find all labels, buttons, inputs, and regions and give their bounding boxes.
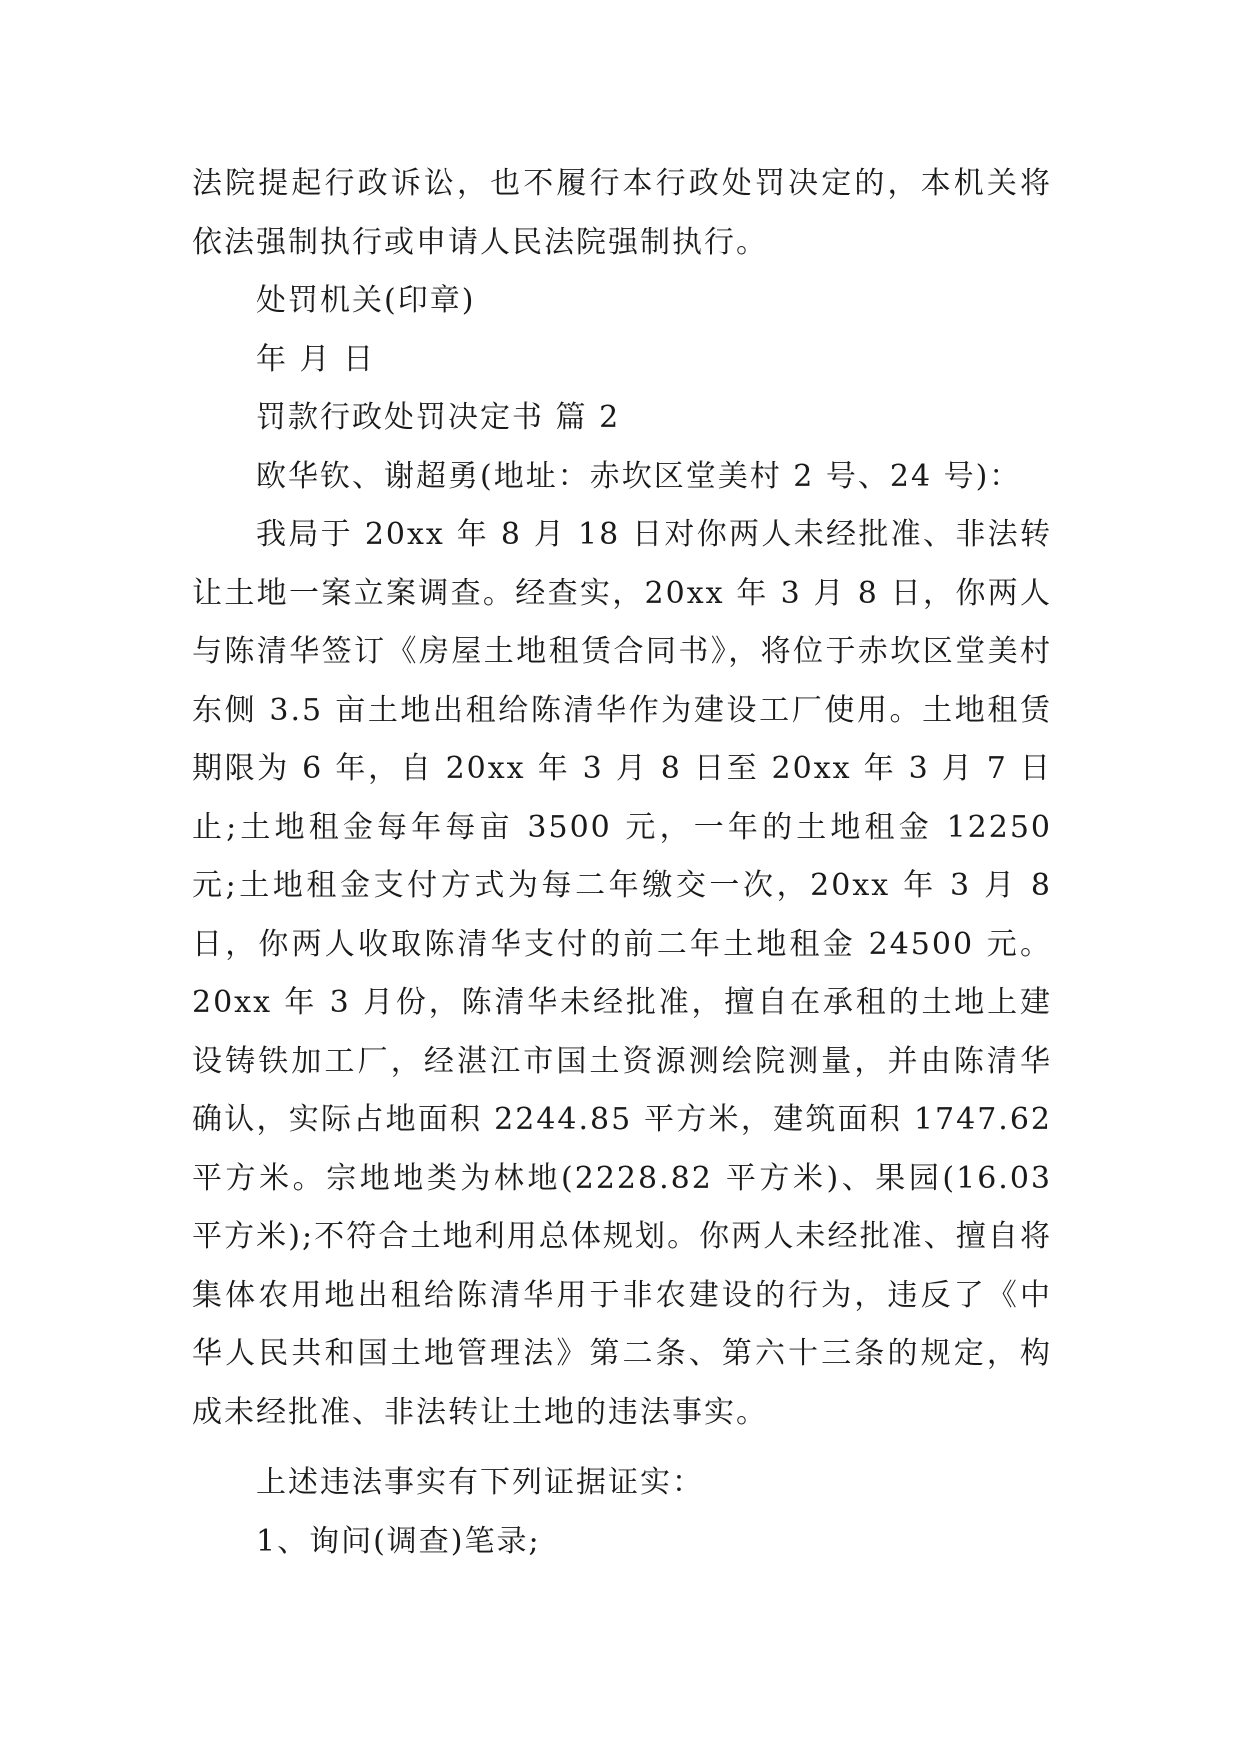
paragraph-addressee: 欧华钦、谢超勇(地址：赤坎区堂美村 2 号、24 号)： xyxy=(256,458,1022,494)
paragraph-evidence-intro: 上述违法事实有下列证据证实： xyxy=(256,1465,704,1500)
paragraph-date-line: 年 月 日 xyxy=(256,341,376,377)
section-heading: 罚款行政处罚决定书 篇 2 xyxy=(256,400,621,435)
document-body xyxy=(192,155,1052,1571)
list-item-evidence-1: 1、询问(调查)笔录; xyxy=(256,1523,541,1559)
paragraph-facts: 我局于 20xx 年 8 月 18 日对你两人未经批准、非法转让土地一案立案调查。经查实，20xx 年 3 月 8 日，你两人与陈清华签订《房屋土地租赁合同书》，将位于赤坎区堂美村东侧 3.5 亩土地出租给陈清华作为建设工厂使用。土地租赁期限为 6 年，自 20xx 年 3 月 8 日至 20xx 年 3 月 7 日止;土地租金每年每亩 3500 元，一年的土地租金 12250 元;土地租金支付方式为每二年缴交一次，20xx 年 3 月 8 日，你两人收取陈清华支付的前二年土地租金 24500 元。20xx 年 3 月份，陈清华未经批准，擅自在承租的土地上建设铸铁加工厂，经湛江市国土资源测绘院测量，并由陈清华确认，实际占地面积 2244.85 平方米，建筑面积 1747.62 平方米。宗地地类为林地(2228.82 平方米)、果园(16.03 平方米);不符合土地利用总体规划。你两人未经批准、擅自将集体农用地出租给陈清华用于非农建设的行为，违反了《中华人民共和国土地管理法》第二条、第六十三条的规定，构成未经批准、非法转让土地的违法事实。 xyxy=(192,517,1052,1430)
paragraph-authority-seal: 处罚机关(印章) xyxy=(256,283,476,318)
paragraph-enforcement-notice: 法院提起行政诉讼，也不履行本行政处罚决定的，本机关将依法强制执行或申请人民法院强制执行。 xyxy=(192,166,1052,260)
